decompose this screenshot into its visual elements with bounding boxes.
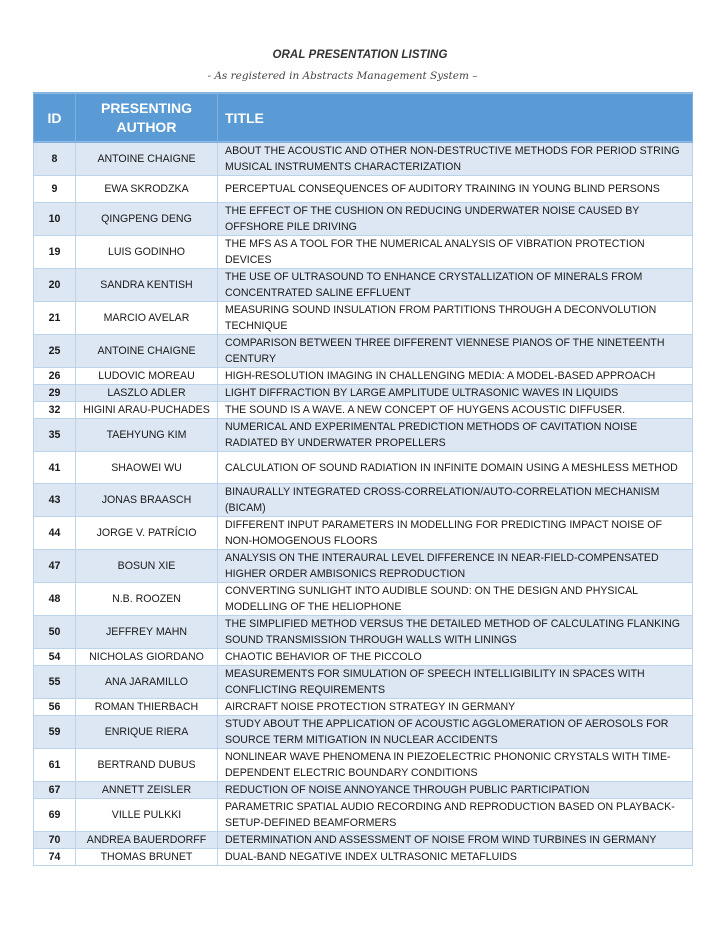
row-id: 48	[34, 583, 76, 616]
table-header-row	[34, 93, 693, 143]
document-subtitle: - As registered in Abstracts Management System –	[207, 70, 478, 82]
row-author: JEFFREY MAHN	[76, 616, 218, 649]
row-title: THE EFFECT OF THE CUSHION ON REDUCING UNDERWATER NOISE CAUSED BY OFFSHORE PILE DRIVING	[218, 203, 693, 236]
column-header-id: ID	[34, 93, 76, 143]
row-author: ANTOINE CHAIGNE	[76, 335, 218, 368]
row-title: THE MFS AS A TOOL FOR THE NUMERICAL ANALYSIS OF VIBRATION PROTECTION DEVICES	[218, 236, 693, 269]
row-id: 47	[34, 550, 76, 583]
row-title: HIGH-RESOLUTION IMAGING IN CHALLENGING MEDIA: A MODEL-BASED APPROACH	[218, 368, 693, 385]
row-id: 20	[34, 269, 76, 302]
row-id: 54	[34, 649, 76, 666]
row-title: DUAL-BAND NEGATIVE INDEX ULTRASONIC METAFLUIDS	[218, 849, 693, 866]
row-id: 32	[34, 402, 76, 419]
table-row	[34, 832, 693, 849]
row-author: JORGE V. PATRÍCIO	[76, 517, 218, 550]
table-row	[34, 550, 693, 583]
row-id: 19	[34, 236, 76, 269]
column-header-author	[76, 93, 218, 143]
table-row	[34, 385, 693, 402]
row-title: THE USE OF ULTRASOUND TO ENHANCE CRYSTALLIZATION OF MINERALS FROM CONCENTRATED SALINE EFFLUENT	[218, 269, 693, 302]
table-row	[34, 484, 693, 517]
row-author: BOSUN XIE	[76, 550, 218, 583]
row-id: 21	[34, 302, 76, 335]
table-row	[34, 799, 693, 832]
row-author: ANDREA BAUERDORFF	[76, 832, 218, 849]
presentation-table	[33, 92, 693, 866]
row-title: NONLINEAR WAVE PHENOMENA IN PIEZOELECTRIC PHONONIC CRYSTALS WITH TIME-DEPENDENT ELECTRIC BOUNDARY CONDITIONS	[218, 749, 693, 782]
row-author: EWA SKRODZKA	[76, 176, 218, 203]
row-title: DIFFERENT INPUT PARAMETERS IN MODELLING FOR PREDICTING IMPACT NOISE OF NON-HOMOGENOUS FLOORS	[218, 517, 693, 550]
row-author: BERTRAND DUBUS	[76, 749, 218, 782]
row-author: ANNETT ZEISLER	[76, 782, 218, 799]
table-row	[34, 749, 693, 782]
row-title: CALCULATION OF SOUND RADIATION IN INFINITE DOMAIN USING A MESHLESS METHOD	[218, 452, 693, 484]
table-row	[34, 368, 693, 385]
row-author: TAEHYUNG KIM	[76, 419, 218, 452]
row-title: CHAOTIC BEHAVIOR OF THE PICCOLO	[218, 649, 693, 666]
row-id: 61	[34, 749, 76, 782]
row-author: ANTOINE CHAIGNE	[76, 143, 218, 176]
row-id: 10	[34, 203, 76, 236]
table-row	[34, 849, 693, 866]
row-title: LIGHT DIFFRACTION BY LARGE AMPLITUDE ULTRASONIC WAVES IN LIQUIDS	[218, 385, 693, 402]
row-title: THE SIMPLIFIED METHOD VERSUS THE DETAILED METHOD OF CALCULATING FLANKING SOUND TRANSMISSION THROUGH WALLS WITH LININGS	[218, 616, 693, 649]
row-title: ABOUT THE ACOUSTIC AND OTHER NON-DESTRUCTIVE METHODS FOR PERIOD STRING MUSICAL INSTRUMENTS CHARACTERIZATION	[218, 143, 693, 176]
table-row	[34, 143, 693, 176]
row-title: AIRCRAFT NOISE PROTECTION STRATEGY IN GERMANY	[218, 699, 693, 716]
row-id: 69	[34, 799, 76, 832]
table-row	[34, 236, 693, 269]
row-title: BINAURALLY INTEGRATED CROSS-CORRELATION/AUTO-CORRELATION MECHANISM (BICAM)	[218, 484, 693, 517]
row-title: STUDY ABOUT THE APPLICATION OF ACOUSTIC AGGLOMERATION OF AEROSOLS FOR SOURCE TERM MITIGATION IN NUCLEAR ACCIDENTS	[218, 716, 693, 749]
table-row	[34, 335, 693, 368]
row-title: DETERMINATION AND ASSESSMENT OF NOISE FROM WIND TURBINES IN GERMANY	[218, 832, 693, 849]
table-row	[34, 517, 693, 550]
row-id: 74	[34, 849, 76, 866]
row-id: 59	[34, 716, 76, 749]
row-author: LUDOVIC MOREAU	[76, 368, 218, 385]
row-title: PERCEPTUAL CONSEQUENCES OF AUDITORY TRAINING IN YOUNG BLIND PERSONS	[218, 176, 693, 203]
row-author: MARCIO AVELAR	[76, 302, 218, 335]
row-author: LUIS GODINHO	[76, 236, 218, 269]
row-title: MEASUREMENTS FOR SIMULATION OF SPEECH INTELLIGIBILITY IN SPACES WITH CONFLICTING REQUIREMENTS	[218, 666, 693, 699]
row-id: 55	[34, 666, 76, 699]
table-row	[34, 666, 693, 699]
table-row	[34, 716, 693, 749]
column-header-author-line2: AUTHOR	[116, 118, 177, 135]
table-row	[34, 176, 693, 203]
table-row	[34, 616, 693, 649]
table-row	[34, 302, 693, 335]
row-id: 25	[34, 335, 76, 368]
table-row	[34, 649, 693, 666]
table-row	[34, 782, 693, 799]
row-id: 67	[34, 782, 76, 799]
row-title: PARAMETRIC SPATIAL AUDIO RECORDING AND REPRODUCTION BASED ON PLAYBACK-SETUP-DEFINED BEAMFORMERS	[218, 799, 693, 832]
row-id: 41	[34, 452, 76, 484]
document-title: ORAL PRESENTATION LISTING	[272, 49, 448, 61]
row-id: 44	[34, 517, 76, 550]
row-title: CONVERTING SUNLIGHT INTO AUDIBLE SOUND: ON THE DESIGN AND PHYSICAL MODELLING OF THE HELIOPHONE	[218, 583, 693, 616]
row-title: REDUCTION OF NOISE ANNOYANCE THROUGH PUBLIC PARTICIPATION	[218, 782, 693, 799]
table-row	[34, 203, 693, 236]
row-id: 43	[34, 484, 76, 517]
table-row	[34, 699, 693, 716]
row-id: 9	[34, 176, 76, 203]
row-author: ENRIQUE RIERA	[76, 716, 218, 749]
row-id: 56	[34, 699, 76, 716]
table-row	[34, 402, 693, 419]
row-title: ANALYSIS ON THE INTERAURAL LEVEL DIFFERENCE IN NEAR-FIELD-COMPENSATED HIGHER ORDER AMBISONICS REPRODUCTION	[218, 550, 693, 583]
table-row	[34, 269, 693, 302]
row-author: SANDRA KENTISH	[76, 269, 218, 302]
row-author: ANA JARAMILLO	[76, 666, 218, 699]
row-title: THE SOUND IS A WAVE. A NEW CONCEPT OF HUYGENS ACOUSTIC DIFFUSER.	[218, 402, 693, 419]
row-title: COMPARISON BETWEEN THREE DIFFERENT VIENNESE PIANOS OF THE NINETEENTH CENTURY	[218, 335, 693, 368]
table-row	[34, 583, 693, 616]
row-id: 8	[34, 143, 76, 176]
row-author: HIGINI ARAU-PUCHADES	[76, 402, 218, 419]
table-row	[34, 452, 693, 484]
row-id: 26	[34, 368, 76, 385]
row-author: ROMAN THIERBACH	[76, 699, 218, 716]
row-id: 50	[34, 616, 76, 649]
column-header-title: TITLE	[218, 93, 693, 143]
row-author: N.B. ROOZEN	[76, 583, 218, 616]
row-author: SHAOWEI WU	[76, 452, 218, 484]
row-author: JONAS BRAASCH	[76, 484, 218, 517]
row-author: NICHOLAS GIORDANO	[76, 649, 218, 666]
column-header-author-line1: PRESENTING	[100, 99, 192, 116]
row-id: 35	[34, 419, 76, 452]
table-row	[34, 419, 693, 452]
row-author: THOMAS BRUNET	[76, 849, 218, 866]
row-id: 29	[34, 385, 76, 402]
row-author: LASZLO ADLER	[76, 385, 218, 402]
row-author: VILLE PULKKI	[76, 799, 218, 832]
row-title: NUMERICAL AND EXPERIMENTAL PREDICTION METHODS OF CAVITATION NOISE RADIATED BY UNDERWATER PROPELLERS	[218, 419, 693, 452]
row-title: MEASURING SOUND INSULATION FROM PARTITIONS THROUGH A DECONVOLUTION TECHNIQUE	[218, 302, 693, 335]
row-id: 70	[34, 832, 76, 849]
row-author: QINGPENG DENG	[76, 203, 218, 236]
